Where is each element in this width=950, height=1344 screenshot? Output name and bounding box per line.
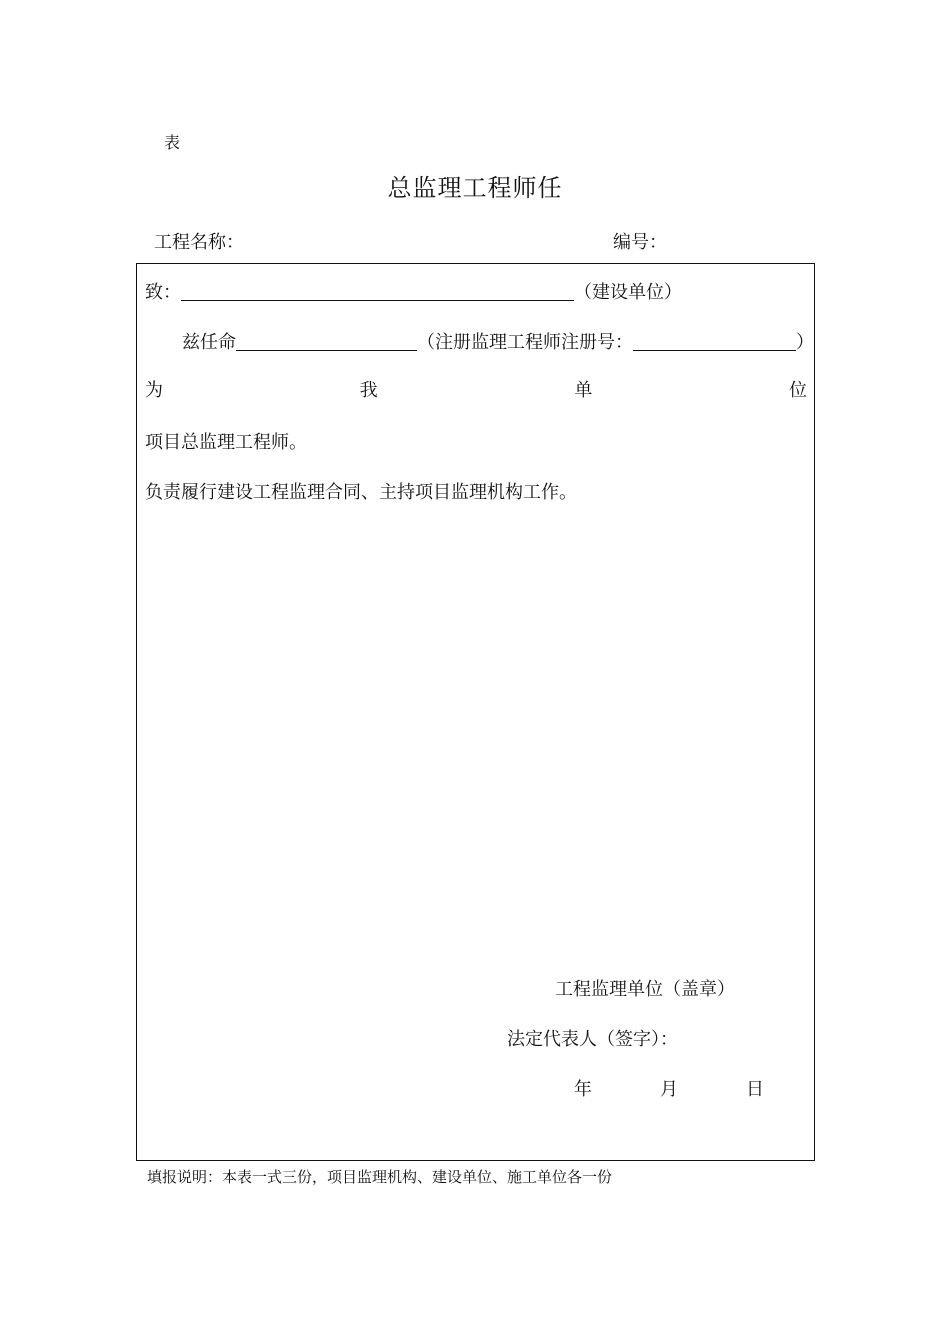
supervision-unit-label: 工程监理单位（盖章） [555,979,735,1000]
legal-rep-label: 法定代表人（签字）： [507,1029,678,1050]
register-label: （注册监理工程师注册号： [417,332,633,353]
year-label: 年 [574,1079,592,1100]
spread-char: 单 [574,380,593,401]
addressee-suffix: （建设单位） [574,282,682,303]
addressee-line [145,278,682,304]
spread-char: 位 [788,380,807,401]
register-number-blank[interactable] [633,332,796,351]
spread-char: 为 [145,380,163,401]
page-title: 总监理工程师任 [387,174,563,202]
role-line: 项目总监理工程师。 [145,432,307,453]
duty-line: 负责履行建设工程监理合同、主持项目监理机构工作。 [145,482,577,503]
table-label: 表 [164,133,181,152]
spread-char: 我 [359,380,378,401]
filling-instructions: 填报说明：本表一式三份，项目监理机构、建设单位、施工单位各一份 [147,1168,613,1186]
serial-number-label: 编号： [613,232,667,253]
appoint-prefix: 兹任命 [182,332,236,353]
day-label: 日 [746,1079,764,1100]
project-name-label: 工程名称： [154,232,244,253]
justified-line [145,376,807,402]
register-close: ） [796,332,814,353]
addressee-blank[interactable] [181,282,574,301]
addressee-prefix: 致： [145,282,181,303]
month-label: 月 [660,1079,678,1100]
appointment-line [182,328,814,354]
appointee-name-blank[interactable] [236,332,417,351]
